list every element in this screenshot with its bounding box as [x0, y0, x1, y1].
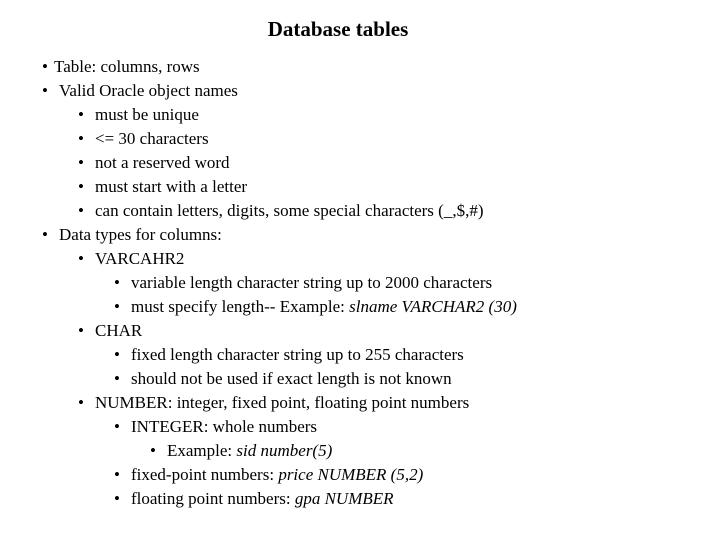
list-item-label: Example:: [167, 441, 237, 460]
list-item-text: Valid Oracle object names: [59, 81, 238, 100]
code-example: price NUMBER (5,2): [278, 465, 424, 484]
list-item: [0, 487, 720, 511]
list-item-text: <= 30 characters: [95, 129, 209, 148]
bullet-icon: •: [78, 177, 84, 196]
bullet-icon: •: [78, 153, 84, 172]
bullet-icon: •: [78, 105, 84, 124]
code-example: gpa NUMBER: [294, 489, 394, 508]
list-item-text: variable length character string up to 2000 characters: [131, 273, 493, 292]
list-item-label: fixed-point numbers:: [131, 465, 279, 484]
bullet-icon: •: [114, 369, 120, 388]
bullet-icon: •: [78, 249, 84, 268]
list-item-text: Data types for columns:: [59, 225, 222, 244]
list-item: [0, 247, 720, 271]
list-item-text: should not be used if exact length is not known: [131, 369, 452, 388]
list-item-text: CHAR: [95, 321, 143, 340]
list-item-label: floating point numbers:: [131, 489, 295, 508]
list-item: [0, 391, 720, 415]
list-item-text: NUMBER: integer, fixed point, floating point numbers: [95, 393, 470, 412]
slide-title: Database tables: [267, 17, 409, 41]
bullet-icon: •: [114, 297, 120, 316]
list-item: [0, 415, 720, 439]
list-item-text: [131, 295, 517, 319]
list-item: [0, 127, 720, 151]
list-item-text: [131, 463, 423, 487]
list-item: [0, 463, 720, 487]
list-item: [0, 319, 720, 343]
bullet-icon: •: [42, 225, 48, 244]
bullet-list: [0, 55, 720, 511]
list-item-text: must be unique: [95, 105, 199, 124]
list-item: [0, 199, 720, 223]
list-item: [0, 103, 720, 127]
list-item-text: [167, 439, 332, 463]
list-item: [0, 79, 720, 103]
list-item-text: Table: columns, rows: [54, 57, 200, 76]
list-item: [0, 271, 720, 295]
list-item-text: INTEGER: whole numbers: [131, 417, 318, 436]
list-item: [0, 439, 720, 463]
list-item-text: not a reserved word: [95, 153, 230, 172]
list-item: [0, 343, 720, 367]
list-item: [0, 295, 720, 319]
list-item: [0, 175, 720, 199]
bullet-icon: •: [150, 441, 156, 460]
bullet-icon: •: [114, 345, 120, 364]
bullet-icon: •: [42, 57, 48, 76]
bullet-icon: •: [114, 489, 120, 508]
bullet-icon: •: [114, 465, 120, 484]
list-item-label: must specify length-- Example:: [131, 297, 350, 316]
list-item-text: must start with a letter: [95, 177, 248, 196]
code-example: slname VARCHAR2 (30): [349, 297, 517, 316]
list-item-text: VARCAHR2: [95, 249, 185, 268]
bullet-icon: •: [42, 81, 48, 100]
list-item-text: can contain letters, digits, some special characters (_,$,#): [95, 201, 484, 220]
list-item: [0, 367, 720, 391]
code-example: sid number(5): [236, 441, 333, 460]
list-item: [0, 55, 720, 79]
list-item-text: [131, 487, 394, 511]
bullet-icon: •: [78, 393, 84, 412]
bullet-icon: •: [114, 417, 120, 436]
bullet-icon: •: [78, 321, 84, 340]
list-item: [0, 151, 720, 175]
list-item-text: fixed length character string up to 255 characters: [131, 345, 464, 364]
list-item: [0, 223, 720, 247]
bullet-icon: •: [78, 201, 84, 220]
bullet-icon: •: [78, 129, 84, 148]
bullet-icon: •: [114, 273, 120, 292]
